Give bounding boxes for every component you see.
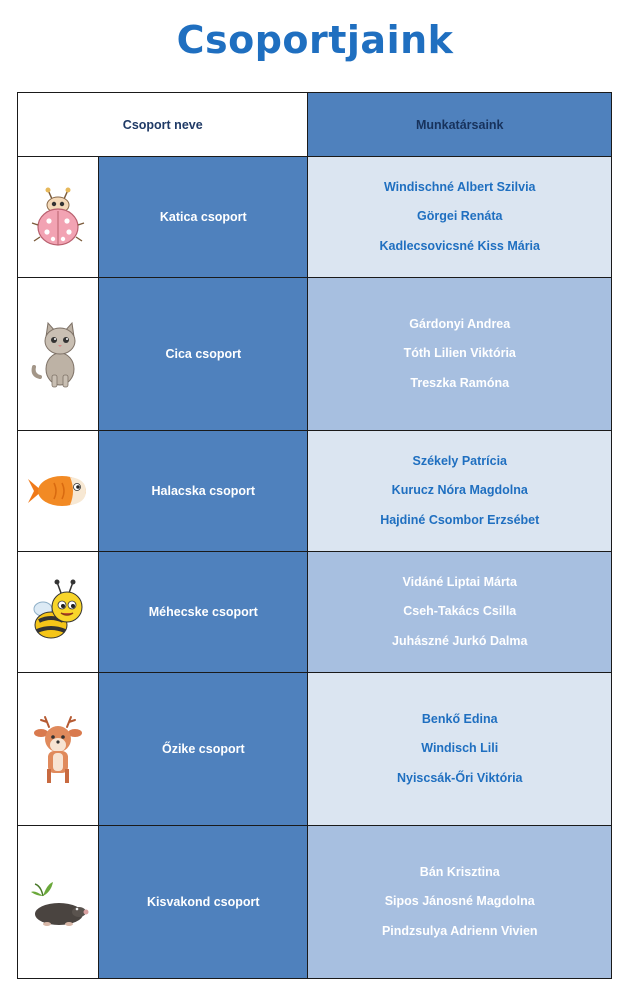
- groups-table: [17, 92, 612, 979]
- page-title: Csoportjaink: [176, 18, 454, 62]
- table-row: [18, 278, 612, 431]
- group-name: Őzike csoport: [99, 673, 308, 826]
- staff-cell: [308, 673, 612, 826]
- table-row: [18, 552, 612, 673]
- staff-member: Székely Patrícia: [412, 453, 507, 468]
- header-staff: Munkatársaink: [308, 93, 612, 157]
- staff-member: Kadlecsovicsné Kiss Mária: [379, 238, 540, 253]
- group-name: Méhecske csoport: [99, 552, 308, 673]
- staff-member: Windischné Albert Szilvia: [383, 179, 536, 194]
- table-row: [18, 431, 612, 552]
- staff-member: Bán Krisztina: [419, 864, 500, 879]
- staff-member: Kurucz Nóra Magdolna: [391, 483, 528, 498]
- staff-cell: [308, 826, 612, 979]
- table-row: [18, 826, 612, 979]
- staff-member: Sipos Jánosné Magdolna: [384, 894, 535, 909]
- staff-cell: [308, 552, 612, 673]
- group-name: Halacska csoport: [99, 431, 308, 552]
- mole-icon: [18, 826, 99, 979]
- staff-member: Görgei Renáta: [417, 209, 503, 224]
- staff-member: Treszka Ramóna: [410, 375, 510, 390]
- table-row: [18, 157, 612, 278]
- staff-member: Hajdiné Csombor Erzsébet: [380, 512, 540, 527]
- staff-cell: [308, 157, 612, 278]
- staff-member: Pindzsulya Adrienn Vivien: [381, 923, 538, 938]
- header-group-name: Csoport neve: [18, 93, 308, 157]
- group-name: Cica csoport: [99, 278, 308, 431]
- staff-member: Vidáné Liptai Márta: [402, 574, 517, 589]
- staff-member: Benkő Edina: [421, 711, 498, 726]
- table-row: [18, 673, 612, 826]
- bee-icon: [18, 552, 99, 673]
- cat-icon: [18, 278, 99, 431]
- staff-cell: [308, 431, 612, 552]
- staff-member: Cseh-Takács Csilla: [403, 604, 517, 619]
- fish-icon: [18, 431, 99, 552]
- ladybug-icon: [18, 157, 99, 278]
- group-name: Katica csoport: [99, 157, 308, 278]
- group-name: Kisvakond csoport: [99, 826, 308, 979]
- staff-member: Windisch Lili: [421, 741, 499, 756]
- table-header-row: [18, 93, 612, 157]
- staff-member: Nyiscsák-Őri Viktória: [396, 770, 523, 785]
- staff-member: Juhászné Jurkó Dalma: [392, 633, 528, 648]
- fawn-icon: [18, 673, 99, 826]
- staff-cell: [308, 278, 612, 431]
- staff-member: Tóth Lilien Viktória: [403, 346, 516, 361]
- staff-member: Gárdonyi Andrea: [409, 316, 511, 331]
